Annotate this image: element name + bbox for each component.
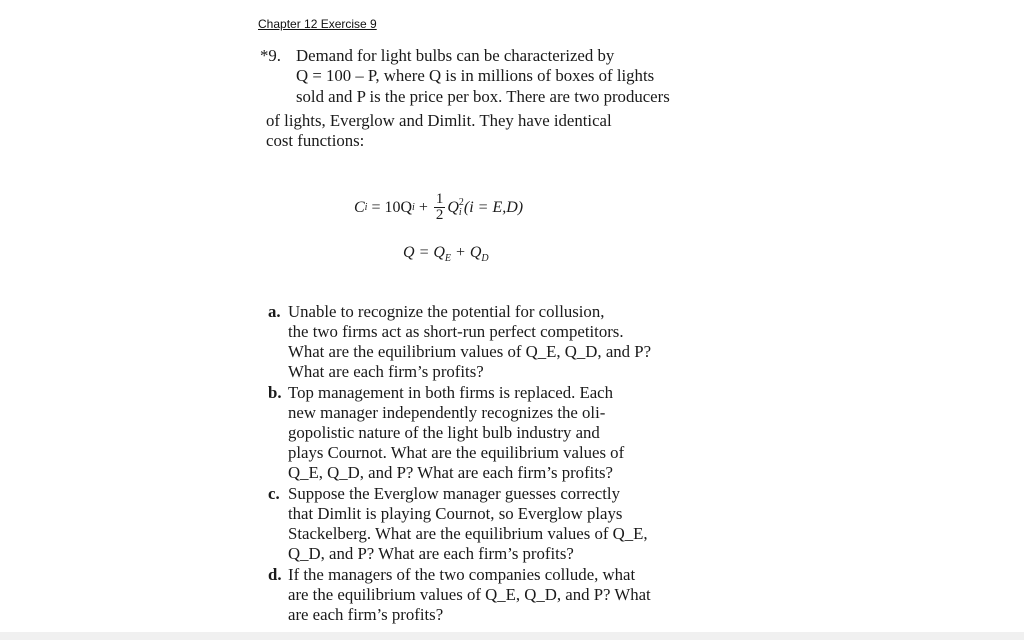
part-c-line: that Dimlit is playing Cournot, so Everglow plays [288,504,623,523]
part-b-line: Q_E, Q_D, and P? What are each firm’s profits? [288,463,613,482]
part-d-line: are each firm’s profits? [288,605,444,624]
part-c-letter: c. [268,484,280,503]
cost-function-equation [354,192,523,223]
part-a-line: the two firms act as short-run perfect competitors. [288,322,624,341]
page-bottom-band [0,632,1024,640]
problem-number: *9. [260,46,281,65]
d-subscript: D [481,253,489,265]
quadratic-subscript: i [458,206,462,218]
part-d-line: If the managers of the two companies collude, what [288,565,636,584]
plus-sign: + [414,198,432,216]
index-condition: (i = E,D) [463,198,524,216]
total-eq-qe: = Q [414,244,445,261]
cost-linear-term: = 10Q [367,198,413,216]
part-b-letter: b. [268,383,282,402]
part-c-line: Stackelberg. What are the equilibrium values of Q_E, [288,524,648,543]
intro-line: cost functions: [266,131,365,150]
quadratic-superscript: 2 [458,196,464,208]
quadratic-q: Q [447,198,459,216]
fraction-numerator: 1 [435,191,444,207]
part-a-line: What are the equilibrium values of Q_E, Q_D, and P? [288,342,652,361]
part-a-line: Unable to recognize the potential for collusion, [288,302,605,321]
cost-subscript: i [364,202,368,213]
part-b-line: plays Cournot. What are the equilibrium values of [288,443,625,462]
part-a-line: What are each firm’s profits? [288,362,484,381]
total-output-equation [403,244,489,264]
part-b-line: Top management in both firms is replaced. Each [288,383,614,402]
one-half-fraction [434,192,446,223]
intro-line: sold and P is the price per box. There are two producers [296,87,670,106]
part-b-line: new manager independently recognizes the oli- [288,403,606,422]
fraction-denominator: 2 [435,207,444,223]
intro-line: Q = 100 – P, where Q is in millions of boxes of lights [296,66,655,85]
intro-line: of lights, Everglow and Dimlit. They have identical [266,111,612,130]
part-c-line: Suppose the Everglow manager guesses correctly [288,484,620,503]
part-b-line: gopolistic nature of the light bulb industry and [288,423,600,442]
cost-symbol: C [354,198,365,216]
part-c-line: Q_D, and P? What are each firm’s profits? [288,544,574,563]
part-d-line: are the equilibrium values of Q_E, Q_D, and P? What [288,585,651,604]
e-subscript: E [444,253,452,265]
chapter-heading: Chapter 12 Exercise 9 [258,17,377,31]
part-a-letter: a. [268,302,281,321]
part-d-letter: d. [268,565,282,584]
plus-qd: + Q [451,244,482,261]
intro-line: Demand for light bulbs can be characterized by [296,46,615,65]
linear-subscript: i [412,202,415,213]
total-q: Q [403,244,415,261]
